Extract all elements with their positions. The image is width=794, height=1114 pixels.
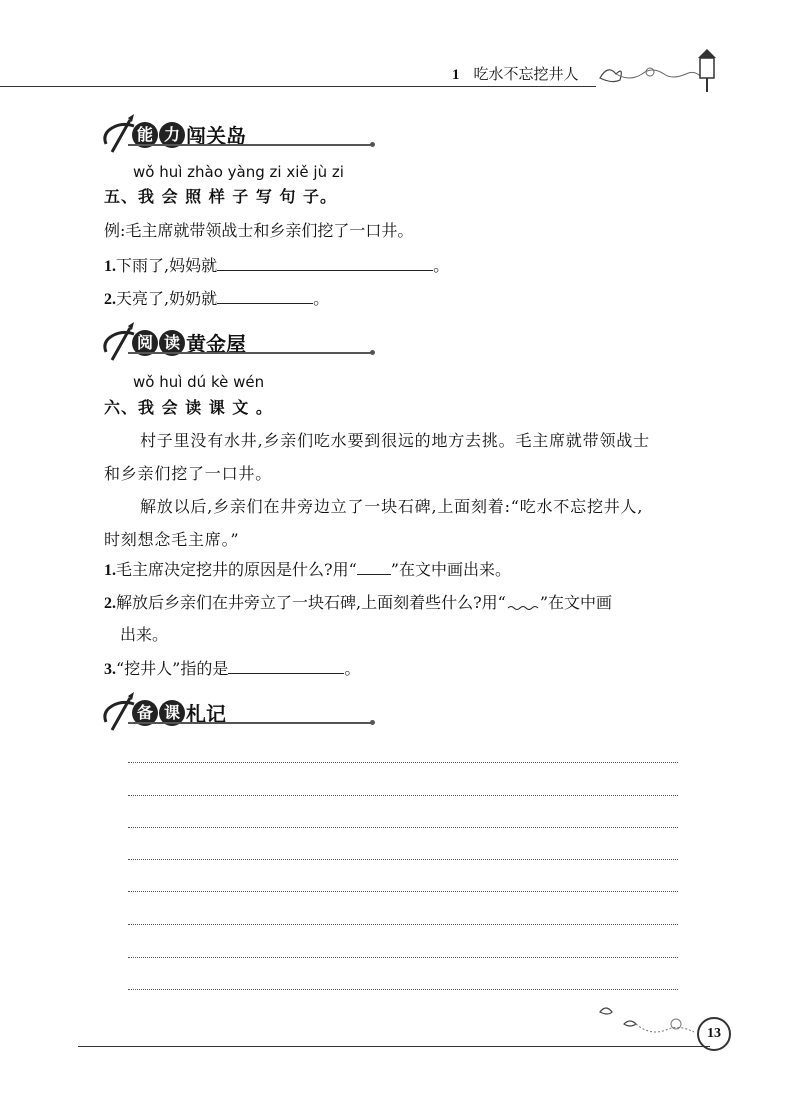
notes-line[interactable]	[128, 859, 678, 860]
q6-item-2	[104, 590, 612, 613]
answer-blank[interactable]	[217, 256, 433, 271]
q5-example: 例:毛主席就带领战士和乡亲们挖了一口井。	[104, 221, 414, 240]
section-badge-char: 阅	[132, 330, 158, 356]
notes-line[interactable]	[128, 762, 678, 763]
notes-line[interactable]	[128, 957, 678, 958]
item-text: 毛主席决定挖井的原因是什么?用“	[116, 560, 357, 579]
lesson-title: 吃水不忘挖井人	[473, 65, 579, 83]
bird-decoration-icon	[596, 1000, 696, 1040]
lesson-number: 1	[452, 67, 460, 83]
section-badge-char: 读	[159, 330, 185, 356]
footer-rule	[78, 1046, 710, 1047]
notes-line[interactable]	[128, 827, 678, 828]
item-number: 1.	[104, 258, 116, 275]
section-title: 黄金屋	[186, 332, 246, 356]
q5-item-1	[104, 253, 449, 276]
section-badge-char: 备	[132, 700, 158, 726]
section-title: 闯关岛	[186, 124, 246, 148]
item-text: ”在文中画	[539, 593, 613, 612]
notes-line[interactable]	[128, 924, 678, 925]
item-text: ”在文中画出来。	[390, 560, 511, 579]
page-number: 13	[697, 1017, 731, 1051]
item-number: 2.	[104, 595, 116, 612]
passage-line: 村子里没有水井,乡亲们吃水要到很远的地方去挑。毛主席就带领战士	[140, 431, 650, 450]
answer-blank[interactable]	[217, 289, 313, 304]
q6-pinyin: wǒ huì dú kè wén	[133, 373, 265, 391]
item-end: 。	[313, 289, 330, 308]
section-header-ability	[100, 114, 380, 158]
section-badge-char: 能	[132, 122, 158, 148]
passage-line: 解放以后,乡亲们在井旁边立了一块石碑,上面刻着:“吃水不忘挖井人,	[140, 497, 644, 516]
notes-line[interactable]	[128, 795, 678, 796]
item-text: 下雨了,妈妈就	[116, 256, 218, 275]
item-number: 2.	[104, 291, 116, 308]
section-header-notes	[100, 692, 380, 736]
section-badge-char: 力	[159, 122, 185, 148]
butterfly-lamp-decoration-icon	[590, 44, 730, 94]
q6-item-2-continued: 出来。	[120, 625, 169, 644]
item-text: 解放后乡亲们在井旁立了一块石碑,上面刻着些什么?用“	[116, 593, 506, 612]
item-end: 。	[433, 256, 450, 275]
q6-heading: 六、我 会 读 课 文 。	[104, 398, 273, 417]
q5-item-2	[104, 286, 329, 309]
item-text: “挖井人”指的是	[116, 659, 229, 678]
section-header-reading	[100, 322, 380, 366]
item-text: 天亮了,奶奶就	[116, 289, 218, 308]
running-header	[452, 63, 579, 84]
section-title: 札记	[186, 702, 226, 726]
header-rule	[0, 86, 596, 87]
section-badge-char: 课	[159, 700, 185, 726]
q5-heading: 五、我 会 照 样 子 写 句 子。	[104, 187, 337, 206]
notes-line[interactable]	[128, 989, 678, 990]
q5-pinyin: wǒ huì zhào yàng zi xiě jù zi	[133, 163, 344, 181]
underline-mark	[357, 560, 391, 575]
item-number: 3.	[104, 661, 116, 678]
item-end: 。	[344, 659, 361, 678]
answer-blank[interactable]	[228, 659, 344, 674]
notes-line[interactable]	[128, 891, 678, 892]
q6-item-1	[104, 557, 511, 580]
passage-line: 时刻想念毛主席。”	[104, 530, 240, 549]
item-number: 1.	[104, 562, 116, 579]
passage-line: 和乡亲们挖了一口井。	[104, 464, 273, 483]
q6-item-3	[104, 656, 360, 679]
wavy-underline-mark	[506, 594, 540, 608]
